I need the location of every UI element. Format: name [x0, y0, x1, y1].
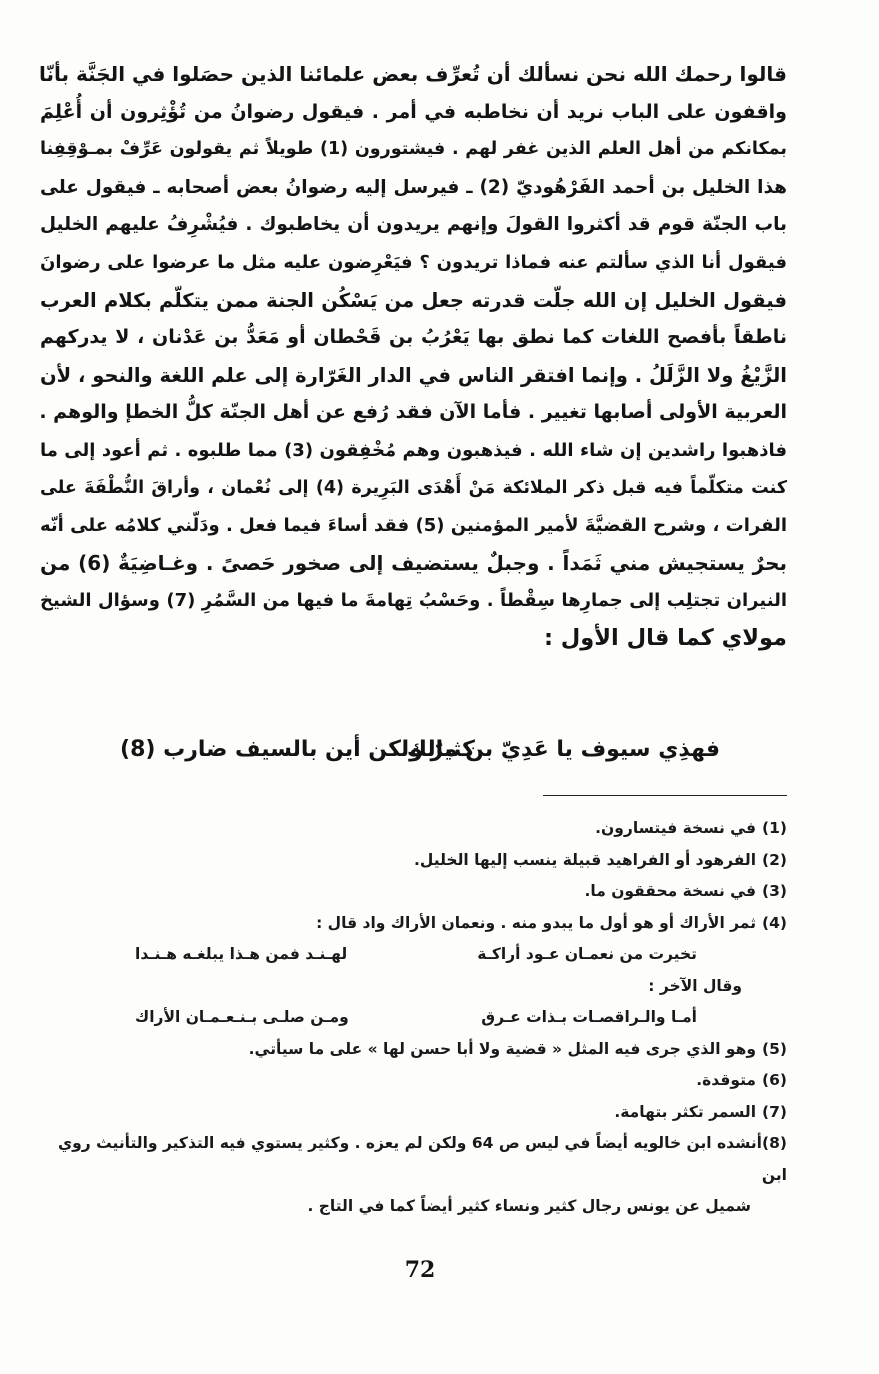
- footnote-separator: [543, 795, 787, 796]
- footnote-number: (2): [762, 850, 787, 869]
- footnote: [30, 1128, 787, 1215]
- footnote: [30, 813, 787, 845]
- body-line: باب الجنّة قوم قد أكثروا القولَ وإنهم يريدون أن يخاطبوك . فيُشْرِفُ عليهم الخليل: [40, 214, 787, 236]
- footnote: [30, 1097, 787, 1129]
- body-line: فاذهبوا راشدين إن شاء الله . فيذهبون وهم مُخْفِقون (3) مما طلبوه . ثم أعود إلى ما: [40, 439, 787, 461]
- footnote-number: (5): [762, 1039, 787, 1058]
- footnote-text: السمر تكثر بتهامة.: [614, 1102, 757, 1121]
- footnote-number: (4): [762, 913, 787, 932]
- verse-second-hemistich: كثيرٌ ولكن أين بالسيف ضارب (8): [120, 737, 475, 762]
- body-line: فيقول أنا الذي سألتم عنه فماذا تريدون ؟ فيَعْرِضون عليه مثل ما عرضوا على رضوانَ: [40, 251, 787, 273]
- body-line: الفرات ، وشرح القضيَّةَ لأمير المؤمنين (5) فقد أساءَ فيما فعل . ودَلّني كلامُه على أنّه: [40, 515, 788, 537]
- body-line: ناطقاً بأفصح اللغات كما نطق بها يَعْرُبُ بن قَحْطان أو مَعَدُّ بن عَدْنان ، لا يدركهم: [40, 326, 787, 349]
- footnote-poem-line: [30, 939, 787, 971]
- footnote: [30, 876, 787, 908]
- poem-first-hemistich: أمـا والـراقصـات بـذات عـرق: [481, 1008, 697, 1026]
- footnote: [30, 1034, 787, 1066]
- footnote-text: الفرهود أو الفراهيد قبيلة ينسب إليها الخليل.: [414, 850, 757, 869]
- footnote-poem-intro: وقال الآخر :: [648, 976, 742, 995]
- body-line: بمكانكم من أهل العلم الذين غفر لهم . فيشتورون (1) طويلاً ثم يقولون عَرِّفْ بمـوْقِفِنا: [40, 139, 787, 160]
- poem-second-hemistich: ومـن صلـى بـنـعـمـان الأراك: [135, 1008, 349, 1026]
- body-line: بحرٌ يستجيش مني ثَمَداً . وجبلٌ يستضيف إلى صخور حَصىً . وغـاضِيَةٌ (6) من: [40, 550, 788, 575]
- body-line: واقفون على الباب نريد أن نخاطبه في أمر . فيقول رضوانُ من تُؤْثِرون أن أُعْلِمَ: [40, 100, 787, 123]
- verse: [120, 730, 720, 770]
- body-line: العربية الأولى أصابها تغيير . فأما الآن فقد رُفع عن أهل الجنّة كلُّ الخطإ والوهم .: [39, 401, 787, 424]
- footnote-text: في نسخة محققون ما.: [584, 882, 757, 900]
- footnote-number: (8): [762, 1134, 787, 1152]
- footnote-text: أنشده ابن خالويه أيضاً في ليس ص 64 ولكن لم يعزه . وكثير يستوي فيه التذكير والتأنيث روي ابن: [57, 1134, 787, 1184]
- body-line: قالوا رحمك الله نحن نسألك أن تُعرِّف بعض علمائنا الذين حصَلوا في الجَنَّة بأنّا: [38, 62, 787, 86]
- body-line: كنت متكلّماً فيه قبل ذكر الملائكة مَنْ أَهْدَى البَرِيرة (4) إلى نُعْمان ، وأراقَ النُّطْفَةَ على: [40, 477, 787, 498]
- footnote-poem-line: [30, 1002, 787, 1034]
- footnote: [30, 845, 787, 877]
- footnote: [30, 1065, 787, 1097]
- footnote-text-continued: شميل عن يونس رجال كثير ونساء كثير أيضاً كما في التاج .: [307, 1197, 751, 1215]
- footnote-text: في نسخة فيتسارون.: [595, 819, 757, 837]
- footnote-number: (1): [762, 819, 787, 837]
- body-line: النيران تجتلِب إلى جمارِها سِقْطاً . وحَسْبُ تِهامةَ ما فيها من السَّمُرِ (7) وسؤال الشيخ: [40, 590, 787, 612]
- footnote-number: (3): [762, 882, 787, 900]
- body-line: مولاي كما قال الأول :: [543, 624, 787, 651]
- footnote-number: (6): [762, 1071, 787, 1089]
- footnote: [30, 908, 787, 940]
- body-line: هذا الخليل بن أحمد الفَرْهُوديّ (2) ـ فيرسل إليه رضوانُ بعض أصحابه ـ فيقول على: [40, 176, 787, 198]
- verse-first-hemistich: فهذِي سيوف يا عَدِيّ بن مالك: [406, 737, 720, 762]
- body-line: فيقول الخليل إن الله جلّت قدرته جعل من يَسْكُن الجنة ممن يتكلّم بكلام العرب: [40, 288, 787, 312]
- body-text: [40, 56, 787, 658]
- footnote-text: ثمر الأراك أو هو أول ما يبدو منه . ونعمان الأراك واد قال :: [316, 913, 757, 932]
- body-line: الزَّيْغُ ولا الزَّلَلُ . وإنما افتقر الناس في الدار الغَرّارة إلى علم اللغة والنحو ، لأن: [40, 363, 787, 387]
- footnote-number: (7): [762, 1102, 787, 1121]
- poem-second-hemistich: لهـنـد فمن هـذا يبلغـه هـنـدا: [135, 945, 348, 963]
- poem-first-hemistich: تخيرت من نعمـان عـود أراكـة: [477, 945, 697, 963]
- footnote-text: متوقدة.: [696, 1071, 757, 1089]
- footnotes: [30, 813, 787, 1215]
- page-number: 72: [404, 1257, 436, 1283]
- footnote-text: وهو الذي جرى فيه المثل « قضية ولا أبا حسن لها » على ما سيأتي.: [248, 1039, 757, 1058]
